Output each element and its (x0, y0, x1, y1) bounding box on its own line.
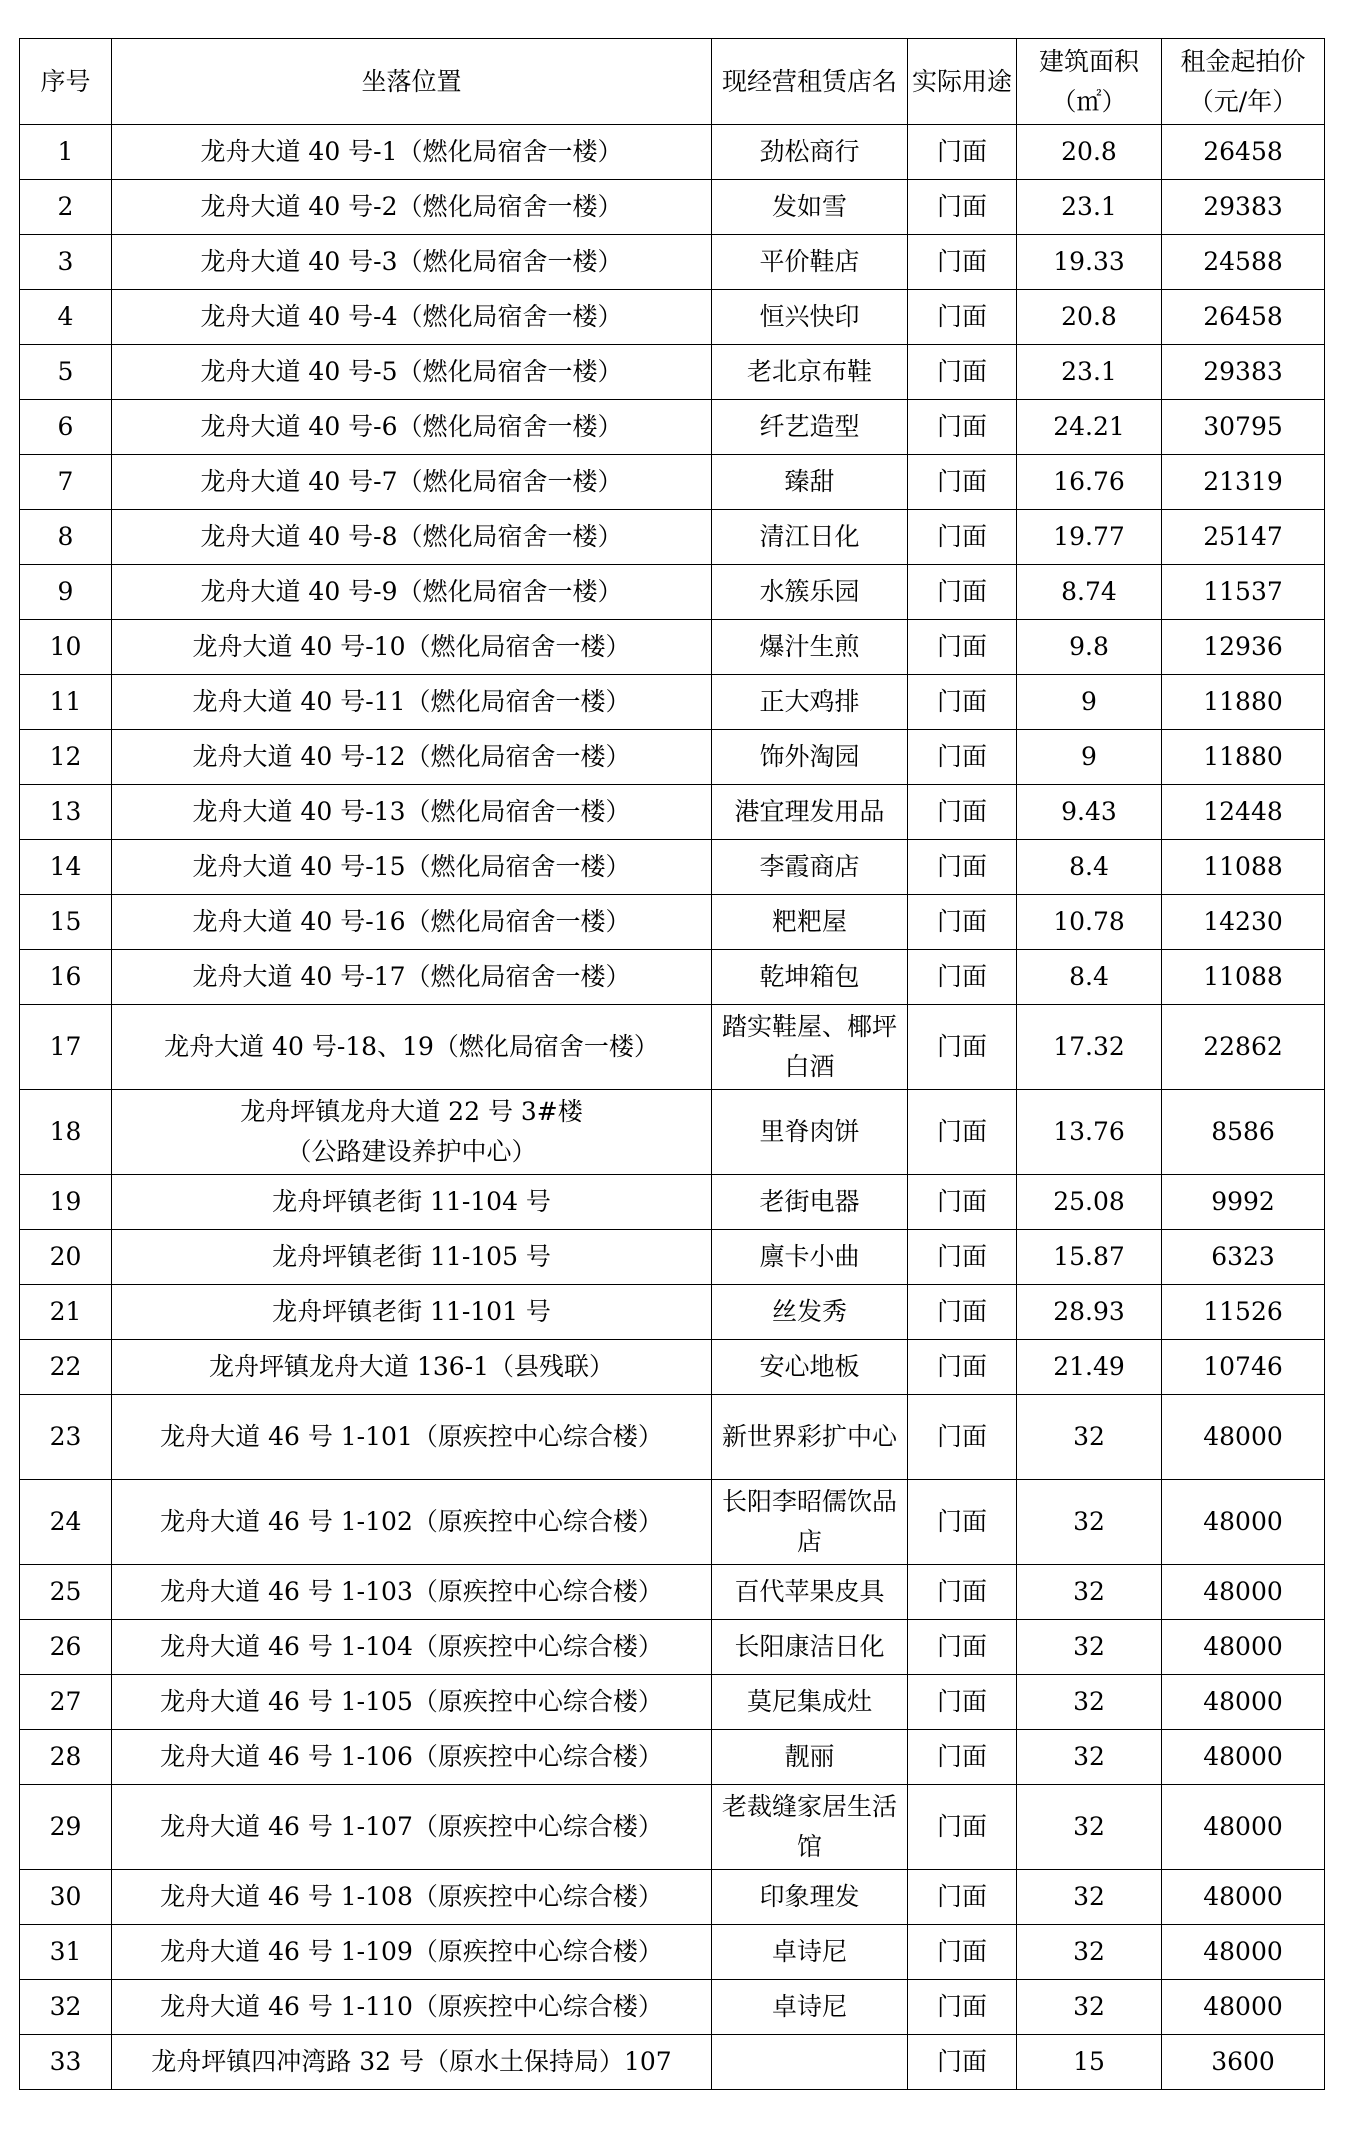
table-row (20, 1230, 1325, 1285)
cell-location (112, 895, 712, 950)
location-line: 龙舟大道 46 号 1-107（原疾控中心综合楼） (160, 1812, 663, 1841)
header-location: 坐落位置 (112, 39, 712, 125)
cell-no: 7 (20, 455, 112, 510)
cell-no: 14 (20, 840, 112, 895)
location-line: 龙舟坪镇老街 11-105 号 (272, 1242, 551, 1271)
cell-area: 9 (1017, 675, 1162, 730)
table-row (20, 785, 1325, 840)
cell-location (112, 1340, 712, 1395)
cell-area: 19.77 (1017, 510, 1162, 565)
cell-location (112, 455, 712, 510)
cell-area: 32 (1017, 1980, 1162, 2035)
cell-location (112, 950, 712, 1005)
header-use: 实际用途 (908, 39, 1017, 125)
cell-area: 32 (1017, 1785, 1162, 1870)
table-row (20, 730, 1325, 785)
cell-no: 6 (20, 400, 112, 455)
cell-no: 2 (20, 180, 112, 235)
cell-no: 1 (20, 125, 112, 180)
cell-area: 17.32 (1017, 1005, 1162, 1090)
cell-tenant: 恒兴快印 (712, 290, 908, 345)
cell-tenant: 平价鞋店 (712, 235, 908, 290)
location-line: 龙舟大道 40 号-16（燃化局宿舍一楼） (192, 907, 631, 936)
table-row (20, 345, 1325, 400)
cell-price: 48000 (1162, 1480, 1325, 1565)
cell-tenant: 百代苹果皮具 (712, 1565, 908, 1620)
header-no: 序号 (20, 39, 112, 125)
table-row (20, 1480, 1325, 1565)
cell-no: 10 (20, 620, 112, 675)
cell-price: 29383 (1162, 345, 1325, 400)
cell-use: 门面 (908, 510, 1017, 565)
cell-tenant: 纤艺造型 (712, 400, 908, 455)
cell-location (112, 1005, 712, 1090)
header-price: 租金起拍价（元/年） (1162, 39, 1325, 125)
cell-tenant: 发如雪 (712, 180, 908, 235)
cell-price: 22862 (1162, 1005, 1325, 1090)
cell-location (112, 1925, 712, 1980)
cell-no: 16 (20, 950, 112, 1005)
cell-no: 29 (20, 1785, 112, 1870)
cell-use: 门面 (908, 675, 1017, 730)
cell-price: 12936 (1162, 620, 1325, 675)
cell-use: 门面 (908, 1285, 1017, 1340)
table-row (20, 1620, 1325, 1675)
cell-use: 门面 (908, 1980, 1017, 2035)
cell-area: 32 (1017, 1565, 1162, 1620)
cell-location (112, 1230, 712, 1285)
cell-area: 24.21 (1017, 400, 1162, 455)
cell-use: 门面 (908, 730, 1017, 785)
cell-use: 门面 (908, 895, 1017, 950)
cell-price: 26458 (1162, 125, 1325, 180)
cell-location (112, 1785, 712, 1870)
cell-price: 26458 (1162, 290, 1325, 345)
cell-no: 13 (20, 785, 112, 840)
table-row (20, 895, 1325, 950)
cell-price: 11537 (1162, 565, 1325, 620)
cell-tenant: 老街电器 (712, 1175, 908, 1230)
cell-location (112, 1620, 712, 1675)
location-line: 龙舟大道 40 号-13（燃化局宿舍一楼） (192, 797, 631, 826)
location-line: 龙舟坪镇龙舟大道 136-1（县残联） (208, 1352, 615, 1381)
table-body (20, 125, 1325, 2090)
cell-location (112, 1285, 712, 1340)
location-line: 龙舟大道 40 号-11（燃化局宿舍一楼） (192, 687, 631, 716)
cell-location (112, 2035, 712, 2090)
cell-use: 门面 (908, 785, 1017, 840)
cell-area: 32 (1017, 1925, 1162, 1980)
location-line: 龙舟大道 46 号 1-104（原疾控中心综合楼） (160, 1632, 663, 1661)
cell-area: 15.87 (1017, 1230, 1162, 1285)
cell-location (112, 1730, 712, 1785)
cell-use: 门面 (908, 455, 1017, 510)
cell-tenant: 正大鸡排 (712, 675, 908, 730)
cell-price: 11880 (1162, 730, 1325, 785)
cell-price: 6323 (1162, 1230, 1325, 1285)
cell-area: 32 (1017, 1675, 1162, 1730)
cell-price: 8586 (1162, 1090, 1325, 1175)
cell-tenant: 新世界彩扩中心 (712, 1395, 908, 1480)
table-row (20, 1395, 1325, 1480)
cell-no: 27 (20, 1675, 112, 1730)
table-header-row (20, 39, 1325, 125)
location-line: 龙舟大道 40 号-4（燃化局宿舍一楼） (200, 302, 623, 331)
cell-price: 48000 (1162, 1620, 1325, 1675)
table-row (20, 1785, 1325, 1870)
cell-area: 13.76 (1017, 1090, 1162, 1175)
cell-price: 48000 (1162, 1675, 1325, 1730)
location-line: 龙舟大道 40 号-3（燃化局宿舍一楼） (200, 247, 623, 276)
cell-use: 门面 (908, 1230, 1017, 1285)
cell-area: 19.33 (1017, 235, 1162, 290)
cell-area: 16.76 (1017, 455, 1162, 510)
table-row (20, 950, 1325, 1005)
cell-location (112, 400, 712, 455)
table-row (20, 180, 1325, 235)
cell-area: 32 (1017, 1395, 1162, 1480)
cell-use: 门面 (908, 1090, 1017, 1175)
cell-use: 门面 (908, 1565, 1017, 1620)
cell-use: 门面 (908, 125, 1017, 180)
cell-use: 门面 (908, 290, 1017, 345)
cell-no: 9 (20, 565, 112, 620)
location-line: 龙舟大道 46 号 1-106（原疾控中心综合楼） (160, 1742, 663, 1771)
cell-use: 门面 (908, 1340, 1017, 1395)
table-row (20, 455, 1325, 510)
location-line: 龙舟大道 40 号-1（燃化局宿舍一楼） (200, 137, 623, 166)
table-row (20, 1340, 1325, 1395)
cell-area: 32 (1017, 1620, 1162, 1675)
cell-no: 3 (20, 235, 112, 290)
cell-no: 20 (20, 1230, 112, 1285)
location-line: 龙舟大道 40 号-18、19（燃化局宿舍一楼） (164, 1032, 659, 1061)
location-line: （公路建设养护中心） (286, 1137, 537, 1166)
location-line: 龙舟坪镇老街 11-104 号 (272, 1187, 551, 1216)
cell-no: 31 (20, 1925, 112, 1980)
cell-tenant: 老裁缝家居生活馆 (712, 1785, 908, 1870)
cell-use: 门面 (908, 180, 1017, 235)
cell-price: 3600 (1162, 2035, 1325, 2090)
cell-use: 门面 (908, 1175, 1017, 1230)
cell-tenant: 莫尼集成灶 (712, 1675, 908, 1730)
location-line: 龙舟大道 46 号 1-105（原疾控中心综合楼） (160, 1687, 663, 1716)
cell-no: 32 (20, 1980, 112, 2035)
cell-price: 11088 (1162, 840, 1325, 895)
cell-no: 26 (20, 1620, 112, 1675)
cell-price: 48000 (1162, 1870, 1325, 1925)
cell-tenant: 劲松商行 (712, 125, 908, 180)
cell-tenant: 踏实鞋屋、椰坪白酒 (712, 1005, 908, 1090)
cell-no: 15 (20, 895, 112, 950)
table-row (20, 1175, 1325, 1230)
cell-no: 11 (20, 675, 112, 730)
table-row (20, 1925, 1325, 1980)
cell-no: 8 (20, 510, 112, 565)
cell-tenant: 卓诗尼 (712, 1925, 908, 1980)
cell-tenant: 里脊肉饼 (712, 1090, 908, 1175)
cell-area: 20.8 (1017, 290, 1162, 345)
table-row (20, 840, 1325, 895)
table-row (20, 1285, 1325, 1340)
cell-area: 32 (1017, 1730, 1162, 1785)
cell-tenant: 廪卡小曲 (712, 1230, 908, 1285)
cell-use: 门面 (908, 345, 1017, 400)
header-tenant: 现经营租赁店名 (712, 39, 908, 125)
cell-location (112, 730, 712, 785)
location-line: 龙舟大道 46 号 1-109（原疾控中心综合楼） (160, 1937, 663, 1966)
cell-area: 25.08 (1017, 1175, 1162, 1230)
cell-location (112, 345, 712, 400)
cell-tenant: 长阳康洁日化 (712, 1620, 908, 1675)
cell-location (112, 1675, 712, 1730)
location-line: 龙舟大道 40 号-12（燃化局宿舍一楼） (192, 742, 631, 771)
table-row (20, 125, 1325, 180)
cell-location (112, 1395, 712, 1480)
cell-price: 9992 (1162, 1175, 1325, 1230)
cell-no: 24 (20, 1480, 112, 1565)
cell-area: 8.4 (1017, 840, 1162, 895)
cell-no: 17 (20, 1005, 112, 1090)
cell-area: 23.1 (1017, 345, 1162, 400)
table-row (20, 235, 1325, 290)
location-line: 龙舟大道 46 号 1-110（原疾控中心综合楼） (160, 1992, 663, 2021)
cell-area: 9 (1017, 730, 1162, 785)
location-line: 龙舟大道 46 号 1-102（原疾控中心综合楼） (160, 1507, 663, 1536)
cell-price: 14230 (1162, 895, 1325, 950)
header-area: 建筑面积（㎡） (1017, 39, 1162, 125)
cell-tenant: 粑粑屋 (712, 895, 908, 950)
cell-location (112, 125, 712, 180)
location-line: 龙舟大道 40 号-6（燃化局宿舍一楼） (200, 412, 623, 441)
table-row (20, 1005, 1325, 1090)
cell-area: 28.93 (1017, 1285, 1162, 1340)
cell-location (112, 1565, 712, 1620)
table-row (20, 675, 1325, 730)
cell-location (112, 290, 712, 345)
cell-tenant: 长阳李昭儒饮品店 (712, 1480, 908, 1565)
cell-location (112, 1480, 712, 1565)
cell-no: 30 (20, 1870, 112, 1925)
cell-area: 9.43 (1017, 785, 1162, 840)
location-line: 龙舟坪镇龙舟大道 22 号 3#楼 (240, 1097, 583, 1126)
cell-price: 48000 (1162, 1785, 1325, 1870)
cell-location (112, 1980, 712, 2035)
cell-price: 10746 (1162, 1340, 1325, 1395)
rental-table (19, 38, 1325, 2090)
table-row (20, 1980, 1325, 2035)
cell-price: 11088 (1162, 950, 1325, 1005)
cell-location (112, 180, 712, 235)
cell-tenant: 李霞商店 (712, 840, 908, 895)
cell-price: 48000 (1162, 1980, 1325, 2035)
cell-area: 9.8 (1017, 620, 1162, 675)
cell-tenant: 臻甜 (712, 455, 908, 510)
cell-tenant: 清江日化 (712, 510, 908, 565)
cell-no: 4 (20, 290, 112, 345)
location-line: 龙舟大道 46 号 1-101（原疾控中心综合楼） (160, 1422, 663, 1451)
cell-no: 5 (20, 345, 112, 400)
location-line: 龙舟坪镇四冲湾路 32 号（原水土保持局）107 (151, 2047, 672, 2076)
cell-no: 33 (20, 2035, 112, 2090)
cell-area: 32 (1017, 1870, 1162, 1925)
table-row (20, 1090, 1325, 1175)
cell-price: 48000 (1162, 1925, 1325, 1980)
cell-use: 门面 (908, 1395, 1017, 1480)
cell-use: 门面 (908, 620, 1017, 675)
cell-use: 门面 (908, 1730, 1017, 1785)
cell-area: 20.8 (1017, 125, 1162, 180)
cell-use: 门面 (908, 1675, 1017, 1730)
cell-use: 门面 (908, 1620, 1017, 1675)
cell-price: 12448 (1162, 785, 1325, 840)
cell-tenant: 丝发秀 (712, 1285, 908, 1340)
cell-area: 15 (1017, 2035, 1162, 2090)
cell-price: 25147 (1162, 510, 1325, 565)
location-line: 龙舟大道 40 号-8（燃化局宿舍一楼） (200, 522, 623, 551)
cell-tenant (712, 2035, 908, 2090)
location-line: 龙舟大道 40 号-10（燃化局宿舍一楼） (192, 632, 631, 661)
cell-use: 门面 (908, 235, 1017, 290)
cell-tenant: 老北京布鞋 (712, 345, 908, 400)
cell-tenant: 饰外淘园 (712, 730, 908, 785)
cell-price: 11880 (1162, 675, 1325, 730)
table-row (20, 510, 1325, 565)
cell-tenant: 港宜理发用品 (712, 785, 908, 840)
location-line: 龙舟大道 40 号-7（燃化局宿舍一楼） (200, 467, 623, 496)
cell-location (112, 510, 712, 565)
cell-use: 门面 (908, 1925, 1017, 1980)
table-row (20, 2035, 1325, 2090)
cell-no: 23 (20, 1395, 112, 1480)
cell-no: 18 (20, 1090, 112, 1175)
cell-price: 29383 (1162, 180, 1325, 235)
cell-price: 48000 (1162, 1565, 1325, 1620)
cell-area: 10.78 (1017, 895, 1162, 950)
cell-no: 19 (20, 1175, 112, 1230)
cell-tenant: 卓诗尼 (712, 1980, 908, 2035)
location-line: 龙舟大道 40 号-5（燃化局宿舍一楼） (200, 357, 623, 386)
cell-price: 48000 (1162, 1730, 1325, 1785)
cell-price: 21319 (1162, 455, 1325, 510)
cell-no: 22 (20, 1340, 112, 1395)
cell-location (112, 1090, 712, 1175)
cell-tenant: 水簇乐园 (712, 565, 908, 620)
cell-area: 8.74 (1017, 565, 1162, 620)
cell-tenant: 印象理发 (712, 1870, 908, 1925)
location-line: 龙舟大道 40 号-15（燃化局宿舍一楼） (192, 852, 631, 881)
cell-no: 12 (20, 730, 112, 785)
cell-tenant: 安心地板 (712, 1340, 908, 1395)
cell-location (112, 1175, 712, 1230)
cell-price: 30795 (1162, 400, 1325, 455)
location-line: 龙舟大道 40 号-17（燃化局宿舍一楼） (192, 962, 631, 991)
cell-use: 门面 (908, 1870, 1017, 1925)
table-row (20, 400, 1325, 455)
cell-price: 11526 (1162, 1285, 1325, 1340)
location-line: 龙舟大道 46 号 1-108（原疾控中心综合楼） (160, 1882, 663, 1911)
cell-location (112, 565, 712, 620)
location-line: 龙舟坪镇老街 11-101 号 (272, 1297, 551, 1326)
cell-use: 门面 (908, 1480, 1017, 1565)
cell-use: 门面 (908, 950, 1017, 1005)
cell-use: 门面 (908, 1785, 1017, 1870)
cell-area: 32 (1017, 1480, 1162, 1565)
cell-price: 24588 (1162, 235, 1325, 290)
table-row (20, 1870, 1325, 1925)
table-row (20, 1675, 1325, 1730)
location-line: 龙舟大道 46 号 1-103（原疾控中心综合楼） (160, 1577, 663, 1606)
table-row (20, 1565, 1325, 1620)
cell-use: 门面 (908, 565, 1017, 620)
cell-no: 28 (20, 1730, 112, 1785)
table-row (20, 565, 1325, 620)
cell-area: 21.49 (1017, 1340, 1162, 1395)
cell-location (112, 840, 712, 895)
cell-area: 8.4 (1017, 950, 1162, 1005)
cell-location (112, 785, 712, 840)
cell-use: 门面 (908, 400, 1017, 455)
cell-location (112, 675, 712, 730)
table-row (20, 1730, 1325, 1785)
cell-use: 门面 (908, 1005, 1017, 1090)
cell-tenant: 爆汁生煎 (712, 620, 908, 675)
table-row (20, 620, 1325, 675)
cell-use: 门面 (908, 840, 1017, 895)
cell-tenant: 乾坤箱包 (712, 950, 908, 1005)
cell-tenant: 靓丽 (712, 1730, 908, 1785)
cell-no: 25 (20, 1565, 112, 1620)
cell-no: 21 (20, 1285, 112, 1340)
cell-use: 门面 (908, 2035, 1017, 2090)
table-row (20, 290, 1325, 345)
location-line: 龙舟大道 40 号-9（燃化局宿舍一楼） (200, 577, 623, 606)
cell-location (112, 1870, 712, 1925)
location-line: 龙舟大道 40 号-2（燃化局宿舍一楼） (200, 192, 623, 221)
cell-location (112, 620, 712, 675)
cell-price: 48000 (1162, 1395, 1325, 1480)
cell-location (112, 235, 712, 290)
cell-area: 23.1 (1017, 180, 1162, 235)
